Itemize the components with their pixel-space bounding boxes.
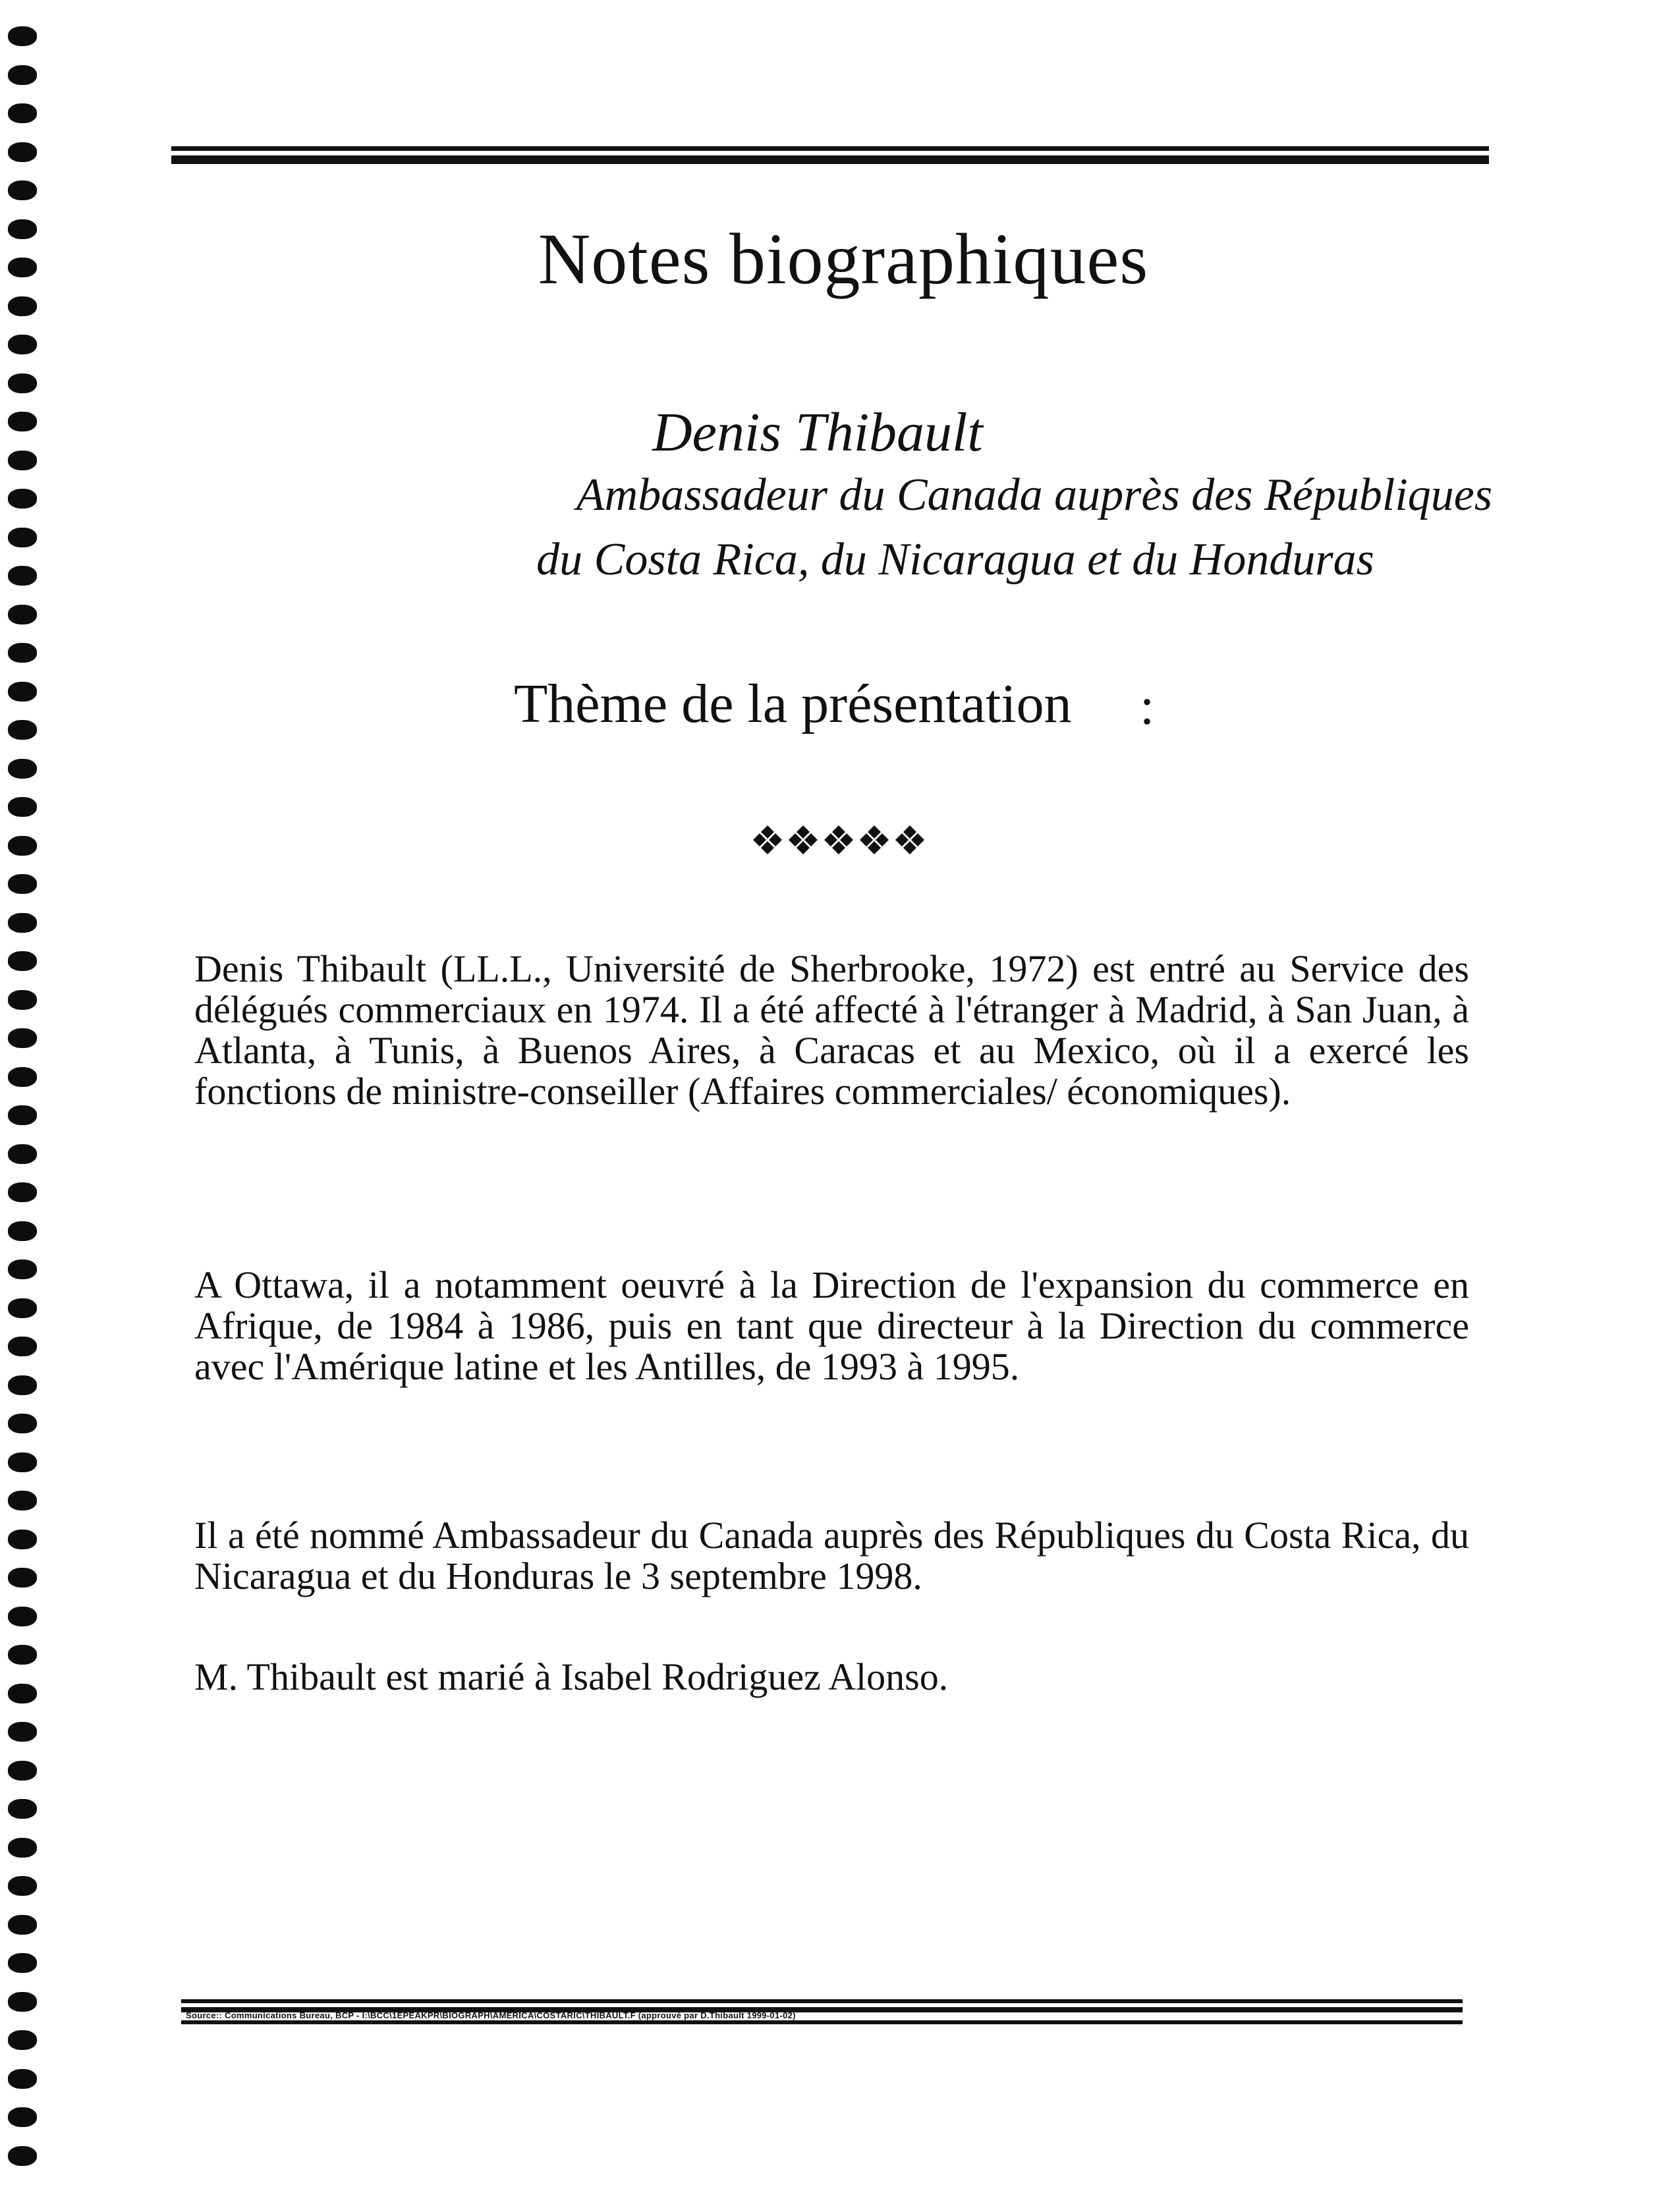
spiral-binding-hole-icon — [8, 1684, 37, 1703]
spiral-binding-hole-icon — [8, 643, 37, 663]
spiral-binding-hole-icon — [8, 951, 37, 971]
spiral-binding-hole-icon — [8, 1298, 37, 1318]
spiral-binding-hole-icon — [8, 2107, 37, 2127]
spiral-binding-hole-icon — [8, 2146, 37, 2166]
spiral-binding-hole-icon — [8, 335, 37, 354]
spiral-binding-hole-icon — [8, 451, 37, 470]
spiral-binding-hole-icon — [8, 26, 37, 46]
spiral-binding-hole-icon — [8, 874, 37, 894]
spiral-binding-hole-icon — [8, 1992, 37, 2012]
spiral-binding-hole-icon — [8, 836, 37, 856]
bio-paragraph-appointment: Il a été nommé Ambassadeur du Canada auprès des Républiques du Costa Rica, du Nicaragua et du Honduras le 3 septembre 1998. — [194, 1514, 1469, 1597]
theme-colon: : — [1140, 678, 1155, 736]
spiral-binding-hole-icon — [8, 1876, 37, 1896]
spiral-binding-hole-icon — [8, 720, 37, 740]
spiral-binding-hole-icon — [8, 1144, 37, 1164]
spiral-binding-hole-icon — [8, 1259, 37, 1279]
bio-paragraph-ottawa: A Ottawa, il a notamment oeuvré à la Direction de l'expansion du commerce en Afrique, de 1984 à 1986, puis en tant que directeur à la Direction du commerce avec l'Amérique latine et les Antilles, de 1993 à 1995. — [194, 1263, 1469, 1388]
spiral-binding-hole-icon — [8, 605, 37, 624]
spiral-binding-hole-icon — [8, 797, 37, 817]
spiral-binding-hole-icon — [8, 913, 37, 933]
role-line-2: du Costa Rica, du Nicaragua et du Honduras — [536, 534, 1374, 585]
source-footer: Source:: Communications Bureau, BCP - I:\BCC\1EPEAKPR\BIOGRAPH\AMERICA\COSTARIC\THIBAULT.F (approuvé par D.Thibault 1999-01-02) — [186, 2010, 796, 2020]
spiral-binding-hole-icon — [8, 682, 37, 702]
spiral-binding-hole-icon — [8, 528, 37, 547]
person-name: Denis Thibault — [652, 402, 983, 463]
spiral-binding-hole-icon — [8, 1607, 37, 1626]
top-double-rule — [171, 146, 1489, 169]
spiral-binding-hole-icon — [8, 1067, 37, 1087]
spiral-binding-hole-icon — [8, 1491, 37, 1510]
spiral-binding-hole-icon — [8, 1028, 37, 1048]
diamond-ornament-icon — [750, 823, 928, 856]
bio-paragraph-family: M. Thibault est marié à Isabel Rodriguez Alonso. — [194, 1655, 949, 1698]
spiral-binding-hole-icon — [8, 2069, 37, 2089]
bio-paragraph-education-career: Denis Thibault (LL.L., Université de Sherbrooke, 1972) est entré au Service des délégués commerciaux en 1974. Il a été affecté à l'étranger à Madrid, à San Juan, à Atlanta, à Tunis, à Buenos Aires, à Caracas et au Mexico, où il a exercé les fonctions de ministre-conseiller (Affaires commerciales/ économiques). — [194, 947, 1469, 1113]
spiral-binding-hole-icon — [8, 1722, 37, 1742]
spiral-binding-hole-icon — [8, 1645, 37, 1665]
spiral-binding-hole-icon — [8, 1761, 37, 1781]
spiral-binding-hole-icon — [8, 990, 37, 1010]
spiral-binding-hole-icon — [8, 1105, 37, 1125]
spiral-binding-hole-icon — [8, 1337, 37, 1356]
spiral-binding-hole-icon — [8, 1452, 37, 1472]
role-line-1: Ambassadeur du Canada auprès des Républiques — [576, 470, 1493, 520]
spiral-binding-hole-icon — [8, 142, 37, 162]
spiral-binding-hole-icon — [8, 1838, 37, 1858]
spiral-binding-hole-icon — [8, 1915, 37, 1935]
spiral-binding-hole-icon — [8, 489, 37, 509]
spiral-binding-hole-icon — [8, 1799, 37, 1819]
spiral-binding-hole-icon — [8, 1953, 37, 1973]
spiral-binding-hole-icon — [8, 412, 37, 431]
page-title: Notes biographiques — [538, 219, 1149, 299]
spiral-binding-hole-icon — [8, 373, 37, 393]
spiral-binding-hole-icon — [8, 65, 37, 85]
spiral-binding-hole-icon — [8, 1375, 37, 1395]
spiral-binding-hole-icon — [8, 2030, 37, 2050]
spiral-binding — [8, 26, 41, 2174]
theme-heading: Thème de la présentation — [514, 673, 1072, 734]
spiral-binding-hole-icon — [8, 1182, 37, 1202]
spiral-binding-hole-icon — [8, 759, 37, 779]
spiral-binding-hole-icon — [8, 566, 37, 586]
spiral-binding-hole-icon — [8, 1221, 37, 1241]
spiral-binding-hole-icon — [8, 1568, 37, 1588]
spiral-binding-hole-icon — [8, 180, 37, 200]
spiral-binding-hole-icon — [8, 1414, 37, 1433]
spiral-binding-hole-icon — [8, 103, 37, 123]
spiral-binding-hole-icon — [8, 1530, 37, 1549]
